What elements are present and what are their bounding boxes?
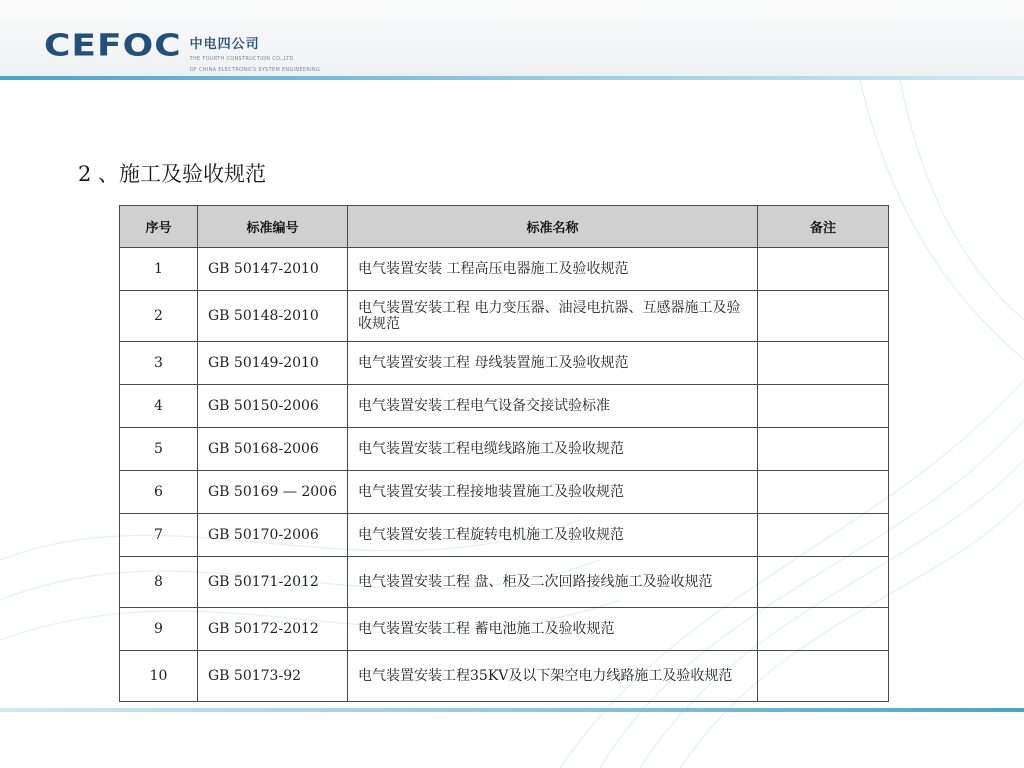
cell-code: GB 50171-2012 — [198, 557, 348, 608]
header-note: 备注 — [758, 206, 889, 248]
cell-name: 电气装置安装工程接地装置施工及验收规范 — [348, 471, 758, 514]
cell-name: 电气装置安装工程旋转电机施工及验收规范 — [348, 514, 758, 557]
cell-seq: 2 — [120, 291, 198, 342]
table-row — [120, 248, 889, 291]
cell-code: GB 50169 — 2006 — [198, 471, 348, 514]
table-row — [120, 385, 889, 428]
cell-note — [758, 557, 889, 608]
table-row — [120, 651, 889, 702]
cell-name: 电气装置安装工程电缆线路施工及验收规范 — [348, 428, 758, 471]
cell-seq: 4 — [120, 385, 198, 428]
cell-name: 电气装置安装工程35KV及以下架空电力线路施工及验收规范 — [348, 651, 758, 702]
cell-code: GB 50149-2010 — [198, 342, 348, 385]
logo-english-line-2: OF CHINA ELECTRONICS SYSTEM ENGINEERING — [189, 67, 321, 73]
company-logo — [44, 30, 320, 74]
table-row — [120, 557, 889, 608]
header-code: 标准编号 — [198, 206, 348, 248]
cell-name: 电气装置安装工程 盘、柜及二次回路接线施工及验收规范 — [348, 557, 758, 608]
cell-seq: 3 — [120, 342, 198, 385]
footer-accent-line — [0, 708, 1024, 712]
cell-code: GB 50170-2006 — [198, 514, 348, 557]
cell-note — [758, 608, 889, 651]
cell-name: 电气装置安装工程 蓄电池施工及验收规范 — [348, 608, 758, 651]
logo-mark: CEFOC — [44, 28, 182, 64]
cell-seq: 6 — [120, 471, 198, 514]
header-accent-line — [0, 76, 1024, 80]
cell-note — [758, 291, 889, 342]
cell-code: GB 50150-2006 — [198, 385, 348, 428]
cell-code: GB 50168-2006 — [198, 428, 348, 471]
cell-note — [758, 514, 889, 557]
cell-code: GB 50148-2010 — [198, 291, 348, 342]
standards-table — [119, 205, 889, 702]
cell-note — [758, 248, 889, 291]
table-row — [120, 428, 889, 471]
cell-note — [758, 428, 889, 471]
cell-name: 电气装置安装工程电气设备交接试验标准 — [348, 385, 758, 428]
cell-seq: 5 — [120, 428, 198, 471]
cell-seq: 8 — [120, 557, 198, 608]
logo-english-line-1: THE FOURTH CONSTRUCTION CO.,LTD — [189, 56, 294, 62]
table-row — [120, 608, 889, 651]
cell-name: 电气装置安装工程 电力变压器、油浸电抗器、互感器施工及验收规范 — [348, 291, 758, 342]
logo-chinese-name: 中电四公司 — [189, 37, 260, 52]
header-name: 标准名称 — [348, 206, 758, 248]
cell-note — [758, 651, 889, 702]
cell-note — [758, 342, 889, 385]
cell-code: GB 50172-2012 — [198, 608, 348, 651]
table-header-row — [120, 206, 889, 248]
cell-note — [758, 471, 889, 514]
cell-name: 电气装置安装 工程高压电器施工及验收规范 — [348, 248, 758, 291]
cell-seq: 9 — [120, 608, 198, 651]
logo-text-block — [190, 33, 321, 74]
cell-name: 电气装置安装工程 母线装置施工及验收规范 — [348, 342, 758, 385]
table-row — [120, 514, 889, 557]
cell-seq: 10 — [120, 651, 198, 702]
slide-title: 2 、施工及验收规范 — [78, 162, 267, 186]
cell-code: GB 50173-92 — [198, 651, 348, 702]
cell-note — [758, 385, 889, 428]
cell-code: GB 50147-2010 — [198, 248, 348, 291]
table-row — [120, 342, 889, 385]
table-row — [120, 291, 889, 342]
header-seq: 序号 — [120, 206, 198, 248]
table-row — [120, 471, 889, 514]
cell-seq: 7 — [120, 514, 198, 557]
cell-seq: 1 — [120, 248, 198, 291]
